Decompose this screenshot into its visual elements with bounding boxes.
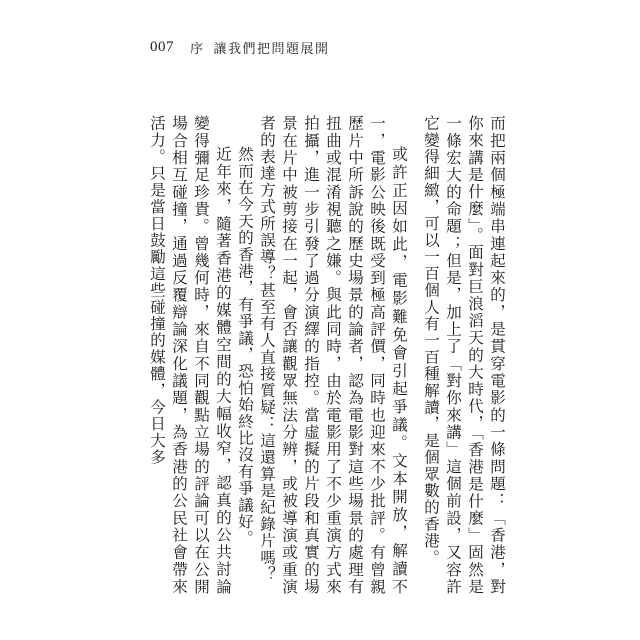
- vertical-body-text: [146, 115, 508, 595]
- running-header: [150, 36, 330, 58]
- section-label: 序: [190, 41, 204, 57]
- chapter-title: 讓我們把問題展開: [213, 41, 330, 57]
- paragraph-3: 然而在今天的香港，有爭議，恐怕始終比沒有爭議好。: [236, 146, 254, 547]
- paragraph-gap: [410, 115, 420, 595]
- page-number: 007: [150, 38, 174, 55]
- paragraph-2: 或許正因如此，電影難免會引起爭議。文本開放，解讀不一，電影公映後既受到極高評價，同時也迎來不少批評。有曾親歷片中所訴說的歷史場景的論者，認為電影對這些場景的處理有扭曲或混淆視聽之嫌。與此同時，由於電影用了不少重演方式來拍攝，進一步引發了過分演繹的指控。當虛擬的片段和真實的場景在片中被剪接在一起，會否讓觀眾無法分辨，或被導演或重演者的表達方式所誤導？甚至有人直接質疑：這還算是紀錄片嗎？: [258, 115, 408, 595]
- paragraph-1: 而把兩個極端串連起來的，是貫穿電影的一條問題：「香港，對你來講是什麼」。面對巨浪滔天的大時代，「香港是什麼」固然是一條宏大的命題；但是，加上了「對你來講」這個前設，又容許它變得細緻，可以一百個人有一百種解讀，是個眾數的香港。: [422, 115, 506, 595]
- paragraph-4: 近年來，隨著香港的媒體空間的大幅收窄，認真的公共討論變得彌足珍貴。曾幾何時，來自不同觀點立場的評論可以在公開場合相互碰撞，通過反覆辯論深化議題，為香港的公民社會帶來活力。只是當日鼓勵這些碰撞的媒體，今日大多: [148, 115, 232, 595]
